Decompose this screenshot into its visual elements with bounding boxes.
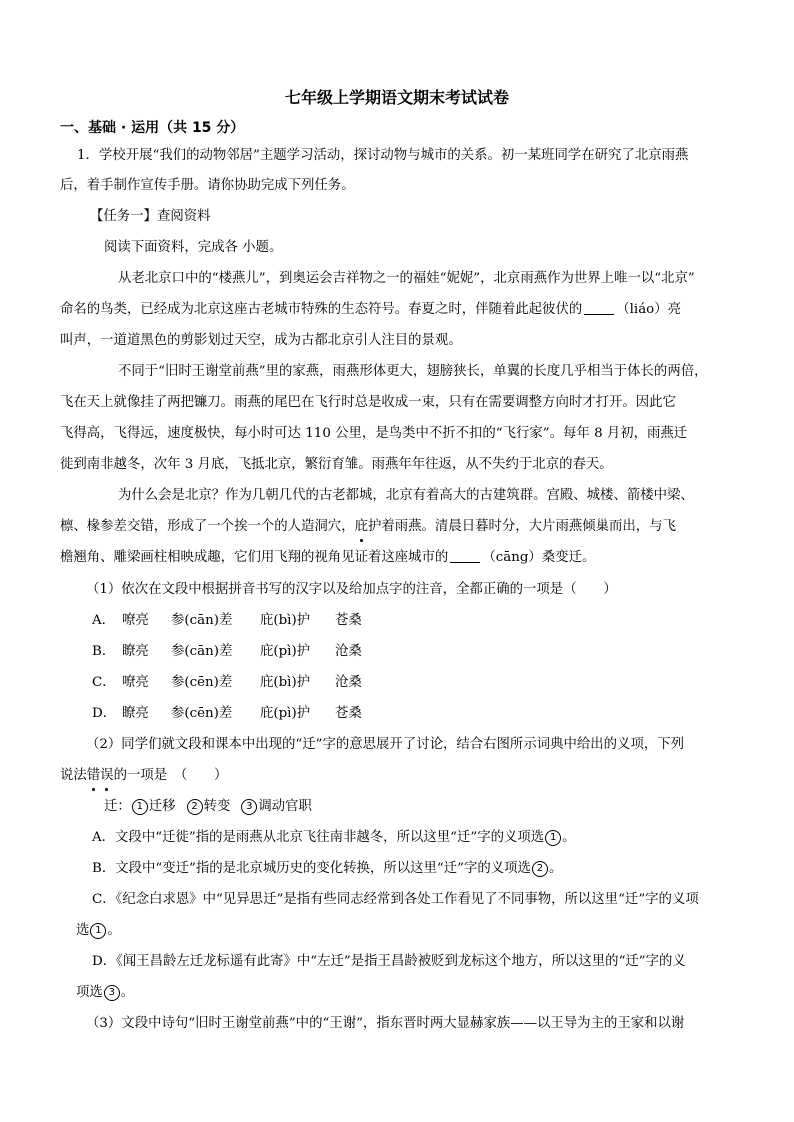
question-stem [60,766,227,786]
def-item: 调动官职 [258,799,312,814]
option-c[interactable]: C．《纪念白求恩》中“见异思迁”是指有些同志经常到各处工作看见了不同事物，所以这里“迁”字的义项 [92,892,699,907]
circled-number: 3 [241,799,257,815]
option-text: A．文段中“迁徙”指的是雨燕从北京飞往南非越冬，所以这里“迁”字的义项选 [92,830,545,845]
circled-number: 2 [187,799,203,815]
passage-text: 檐翘角、雕梁画柱相映成趣，它们用飞翔的视角见证着这座城市的 [60,550,449,565]
option-word: 庇(pì)护 [260,706,311,721]
option-word: 庇(bì)护 [260,613,311,628]
option-word: 参(cān)差 [171,644,233,659]
circled-number: 1 [90,923,106,939]
dictionary-definition [104,797,312,817]
option-text: 。 [548,861,563,876]
dotted-char: 误 [100,766,113,786]
option-word: 沧桑 [335,644,362,659]
option-word: 参(cēn)差 [171,675,233,690]
passage-text: 命名的鸟类，已经成为北京这座古老城市特殊的生态符号。春夏之时，伴随着此起彼伏的 [60,302,583,317]
section-heading: 一、基础 · 运用（共 15 分） [60,120,245,136]
option-word: 苍桑 [335,706,362,721]
option-word: 参(cān)差 [171,613,233,628]
answer-blank[interactable] [450,548,480,563]
passage-text: 檩、椽参差交错，形成了一个挨一个的人造洞穴， [60,519,355,534]
option-word: 瞭亮 [122,706,149,721]
pinyin-hint: （cāng）桑变迁。 [482,550,596,565]
option-word: 沧桑 [335,675,362,690]
passage-line: 从老北京口中的“楼燕儿”，到奥运会吉祥物之一的福娃“妮妮”，北京雨燕作为世界上唯一以“北京” [118,271,695,286]
passage-line [60,300,681,320]
option-a[interactable] [92,828,576,848]
option-letter: D． [92,706,117,721]
option-a[interactable] [92,611,362,631]
dotted-char: 错 [87,766,100,786]
passage-line: 叫声，一道道黑色的剪影划过天空，成为古都北京引人注目的景观。 [60,333,462,348]
def-label: 迁： [104,799,131,814]
def-item: 迁移 [148,799,176,814]
option-b[interactable] [92,642,362,662]
stem-text: 说法 [60,768,87,783]
option-text: 选 [76,923,90,938]
option-c-cont [76,921,121,941]
pinyin-hint: （liáo）亮 [616,302,682,317]
option-letter: C． [92,675,116,690]
option-word: 庇(bì)护 [260,675,311,690]
circled-number: 1 [545,830,561,846]
passage-line [60,548,595,568]
answer-blank[interactable] [584,300,614,315]
passage-line: 飞在天上就像挂了两把镰刀。雨燕的尾巴在飞行时总是收成一束，只有在需要调整方向时才打开。因此它 [60,395,676,410]
passage-line [60,517,676,537]
option-word: 瞭亮 [122,644,149,659]
passage-text: 护着雨燕。清晨日暮时分，大片雨燕倾巢而出，与飞 [367,519,676,534]
task-heading: 【任务一】查阅资料 [90,209,211,224]
option-text: 。 [107,923,121,938]
exam-title: 七年级上学期语文期末考试试卷 [284,88,509,107]
option-d[interactable]: D．《闻王昌龄左迁龙标遥有此寄》中“左迁”是指王昌龄被贬到龙标这个地方，所以这里的“迁”字的义 [92,954,686,969]
circled-number: 2 [532,861,548,877]
circled-number: 1 [132,799,148,815]
passage-line: 不同于“旧时王谢堂前燕”里的家燕，雨燕形体更大，翅膀狭长，单翼的长度几乎相当于体长的两倍， [118,364,708,379]
option-text: 。 [120,985,135,1000]
reading-instruction: 阅读下面资料，完成各 小题。 [104,240,283,255]
intro-line: 后，着手制作宣传手册。请你协助完成下列任务。 [60,178,355,193]
passage-line: 为什么会是北京？作为几朝几代的古老都城，北京有着高大的古建筑群。宫殿、城楼、箭楼中梁、 [118,488,694,503]
option-word: 苍桑 [335,613,362,628]
option-word: 嘹亮 [122,613,149,628]
option-d-cont [76,983,134,1003]
passage-line: 飞得高，飞得远，速度极快，每小时可达 110 公里，是鸟类中不折不扣的“飞行家”。每年 8 月初，雨燕迁 [60,426,688,441]
option-c[interactable] [92,673,362,693]
question-stem: （1）依次在文段中根据拼音书写的汉字以及给加点字的注音，全都正确的一项是（ ） [86,582,617,597]
option-text: B．文段中“变迁”指的是北京城历史的变化转换，所以这里“迁”字的义项选 [92,861,531,876]
intro-line: 1．学校开展“我们的动物邻居”主题学习活动，探讨动物与城市的关系。初一某班同学在研究了北京雨燕 [77,148,689,163]
question-stem: （2）同学们就文段和课本中出现的“迁”字的意思展开了讨论，结合右图所示词典中给出的义项，下列 [86,737,685,752]
option-letter: A． [92,613,116,628]
option-text: 。 [562,830,576,845]
option-letter: B． [92,644,116,659]
stem-text: 的一项是 （ ） [113,768,228,783]
option-d[interactable] [92,704,362,724]
option-text: 项选 [76,985,103,1000]
option-b[interactable] [92,859,562,879]
option-word: 参(cēn)差 [171,706,233,721]
circled-number: 3 [104,985,120,1001]
option-word: 庇(pì)护 [260,644,311,659]
question-stem: （3）文段中诗句“旧时王谢堂前燕”中的“王谢”，指东晋时两大显赫家族——以王导为主的王家和以谢 [86,1016,685,1031]
def-item: 转变 [203,799,231,814]
option-word: 嘹亮 [122,675,149,690]
dotted-char: 庇 [355,517,368,537]
passage-line: 徙到南非越冬，次年 3 月底，飞抵北京，繁衍育雏。雨燕年年往返，从不失约于北京的春天。 [60,457,613,472]
